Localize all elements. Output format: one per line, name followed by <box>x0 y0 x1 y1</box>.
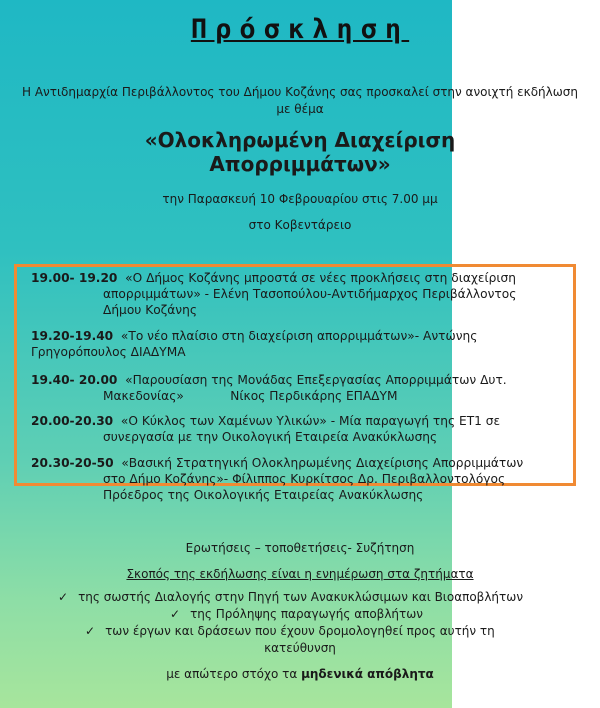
checklist-item-1 <box>58 589 523 605</box>
check-icon: ✓ <box>58 590 69 604</box>
program-text-cont: στο Δήμο Κοζάνης»- Φίλιππος Κυρκίτσος Δρ. Περιβαλλοντολόγος <box>103 472 506 486</box>
event-place: στο Κοβεντάρειο <box>248 218 352 232</box>
checklist-item-3-cont: κατεύθυνση <box>264 641 336 655</box>
program-text-cont: απορριμμάτων» - Ελένη Τασοπούλου-Αντιδήμαρχος Περιβάλλοντος <box>103 287 517 301</box>
program-item-2 <box>31 328 571 360</box>
goal-emphasis: μηδενικά απόβλητα <box>301 667 434 681</box>
intro-text: Η Αντιδημαρχία Περιβάλλοντος του Δήμου Κοζάνης σας προσκαλεί στην ανοιχτή εκδήλωση με θέμα <box>22 85 578 116</box>
subject-line-1: «Ολοκληρωμένη Διαχείριση <box>144 128 456 152</box>
program-item-4 <box>31 413 571 445</box>
checklist-text: της σωστής Διαλογής στην Πηγή των Ανακυκλώσιμων και Βιοαποβλήτων <box>78 590 524 604</box>
program-text: «Ο Δήμος Κοζάνης μπροστά σε νέες προκλήσεις στη διαχείριση <box>125 271 516 285</box>
checklist-text: της Πρόληψης παραγωγής αποβλήτων <box>190 607 424 621</box>
checklist-item-2 <box>170 606 423 622</box>
program-item-3 <box>31 372 571 404</box>
program-text-cont: Μακεδονίας» Νίκος Περδικάρης ΕΠΑΔΥΜ <box>103 389 398 403</box>
goal-line <box>0 667 600 681</box>
check-icon: ✓ <box>85 624 96 638</box>
event-subject <box>60 128 540 176</box>
program-time: 19.00- 19.20 <box>31 271 118 285</box>
event-date: την Παρασκευή 10 Φεβρουαρίου στις 7.00 μμ <box>162 192 438 206</box>
program-item-5 <box>31 455 571 503</box>
program-text-cont: Δήμου Κοζάνης <box>103 303 197 317</box>
program-time: 19.20-19.40 <box>31 329 114 343</box>
program-time: 20.30-20-50 <box>31 456 114 470</box>
program-text-cont: συνεργασία με την Οικολογική Εταιρεία Ανακύκλωσης <box>103 430 438 444</box>
program-text: «Ο Κύκλος των Χαμένων Υλικών» - Μία παραγωγή της ΕΤ1 σε <box>120 414 501 428</box>
program-item-1 <box>31 270 571 318</box>
questions-line: Ερωτήσεις – τοποθετήσεις- Συζήτηση <box>185 541 415 555</box>
program-time: 20.00-20.30 <box>31 414 114 428</box>
goal-prefix: με απώτερο στόχο τα <box>166 667 298 681</box>
program-text: «Το νέο πλαίσιο στη διαχείριση απορριμμάτων»- Αντώνης <box>120 329 478 343</box>
program-text-cont: Πρόεδρος της Οικολογικής Εταιρείας Ανακύκλωσης <box>103 488 424 502</box>
program-time: 19.40- 20.00 <box>31 373 118 387</box>
check-icon: ✓ <box>170 607 181 621</box>
checklist-text: των έργων και δράσεων που έχουν δρομολογηθεί προς αυτήν τη <box>105 624 495 638</box>
program-text: «Βασική Στρατηγική Ολοκληρωμένης Διαχείρισης Απορριμμάτων <box>121 456 524 470</box>
invitation-title: Πρόσκληση <box>190 14 410 45</box>
checklist-item-3 <box>85 623 495 639</box>
subject-line-2: Απορριμμάτων» <box>209 152 391 176</box>
purpose-line: Σκοπός της εκδήλωσης είναι η ενημέρωση στα ζητήματα <box>126 567 474 581</box>
program-text-cont: Γρηγορόπουλος ΔΙΑΔΥΜΑ <box>31 345 186 359</box>
program-text: «Παρουσίαση της Μονάδας Επεξεργασίας Απορριμμάτων Δυτ. <box>125 373 507 387</box>
